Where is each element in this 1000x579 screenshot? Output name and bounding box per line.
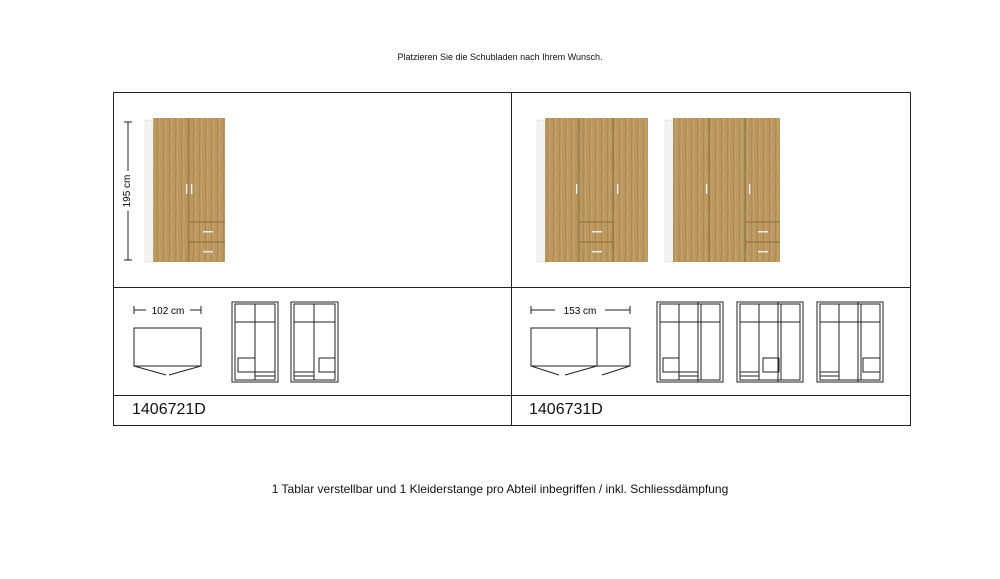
wardrobe-3-door-image-b bbox=[665, 118, 780, 262]
front-view-2-door-a bbox=[232, 302, 278, 382]
front-view-2-door-b bbox=[291, 302, 338, 382]
footer-note: 1 Tablar verstellbar und 1 Kleiderstange pro Abteil inbegriffen / inkl. Schliessdämpfung bbox=[271, 482, 729, 496]
front-view-3-door-a bbox=[657, 302, 723, 382]
front-view-3-door-c bbox=[817, 302, 883, 382]
wardrobe-2-door-image bbox=[122, 118, 225, 262]
height-dimension-label: 195 cm bbox=[122, 174, 133, 208]
article-number-2-door: 1406721D bbox=[132, 401, 206, 418]
product-drawings bbox=[113, 92, 911, 426]
wardrobe-3-door-image-a bbox=[537, 118, 648, 262]
front-view-3-door-b bbox=[737, 302, 803, 382]
product-table bbox=[113, 92, 911, 426]
article-number-3-door: 1406731D bbox=[529, 401, 603, 418]
width-dimension-label-3-door: 153 cm bbox=[563, 306, 597, 317]
top-note: Platzieren Sie die Schubladen nach Ihrem Wunsch. bbox=[397, 52, 603, 62]
width-dimension-label: 102 cm bbox=[151, 306, 185, 317]
